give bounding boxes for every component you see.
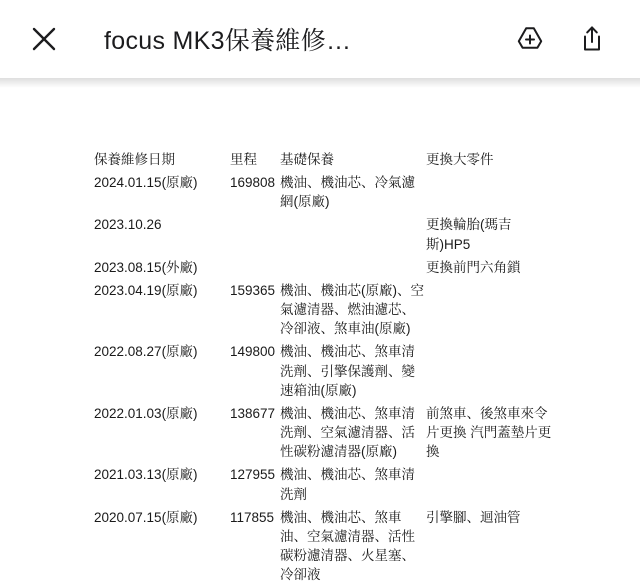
cell-date: 2021.03.13(原廠) [94, 467, 198, 483]
cell-mileage: 127955 [230, 467, 276, 483]
add-to-drive-icon [515, 24, 545, 54]
cell-basic-service: 機油、機油芯、煞車清洗劑、空氣濾清器、活性碳粉濾清器(原廠) [280, 405, 415, 460]
add-to-drive-button[interactable] [512, 21, 548, 57]
close-icon [29, 24, 59, 54]
cell-basic-service [280, 258, 426, 281]
cell-major-parts: 更換輪胎(瑪吉斯)HP5 [426, 217, 512, 252]
cell-basic-service [280, 215, 426, 257]
cell-mileage: 138677 [230, 405, 276, 421]
page-title: focus MK3保養維修… [104, 27, 352, 55]
maintenance-record-page [0, 78, 640, 583]
maintenance-table [94, 150, 552, 588]
cell-date: 2022.01.03(原廠) [94, 405, 198, 421]
table-row [94, 173, 552, 215]
column-header-mileage: 里程 [230, 152, 257, 167]
cell-mileage: 149800 [230, 344, 276, 360]
table-row [94, 508, 552, 588]
column-header-basic-service: 基礎保養 [280, 152, 334, 167]
cell-basic-service: 機油、機油芯、煞車清洗劑、引擎保護劑、變速箱油(原廠) [280, 344, 415, 398]
cell-major-parts [426, 281, 552, 342]
cell-mileage [230, 215, 280, 257]
table-row [94, 465, 552, 507]
cell-basic-service: 機油、機油芯、煞車油、空氣濾清器、活性碳粉濾清器、火星塞、冷卻液 [280, 509, 415, 583]
cell-date: 2020.07.15(原廠) [94, 509, 198, 525]
close-button[interactable] [22, 17, 66, 61]
table-row [94, 342, 552, 403]
cell-mileage [230, 258, 280, 281]
cell-major-parts [426, 465, 552, 507]
column-header-major-parts: 更換大零件 [426, 152, 494, 167]
table-row [94, 258, 552, 281]
document-content[interactable] [0, 78, 640, 583]
cell-major-parts [426, 342, 552, 403]
cell-mileage: 117855 [230, 509, 275, 525]
cell-date: 2023.04.19(原廠) [94, 282, 198, 298]
share-button[interactable] [574, 21, 610, 57]
top-bar-actions [512, 21, 618, 57]
cell-major-parts: 更換前門六角鎖 [426, 259, 521, 275]
cell-date: 2023.10.26 [94, 217, 162, 233]
top-app-bar [0, 0, 640, 78]
cell-date: 2022.08.27(原廠) [94, 344, 198, 360]
cell-mileage: 169808 [230, 175, 276, 191]
table-row [94, 404, 552, 465]
cell-major-parts: 引擎腳、迴油管 [426, 509, 521, 525]
table-header-row [94, 150, 552, 173]
cell-mileage: 159365 [230, 282, 276, 298]
cell-date: 2023.08.15(外廠) [94, 259, 198, 275]
cell-date: 2024.01.15(原廠) [94, 175, 198, 191]
cell-basic-service: 機油、機油芯、冷氣濾網(原廠) [280, 175, 415, 210]
cell-basic-service: 機油、機油芯、煞車清洗劑 [280, 467, 415, 502]
share-icon [577, 24, 607, 54]
column-header-date: 保養維修日期 [94, 152, 175, 167]
table-row [94, 281, 552, 342]
cell-major-parts [426, 173, 552, 215]
cell-basic-service: 機油、機油芯(原廠)、空氣濾清器、燃油濾芯、冷卻液、煞車油(原廠) [280, 282, 424, 337]
cell-major-parts: 前煞車、後煞車來令片更換 汽門蓋墊片更換 [426, 405, 552, 460]
table-row [94, 215, 552, 257]
